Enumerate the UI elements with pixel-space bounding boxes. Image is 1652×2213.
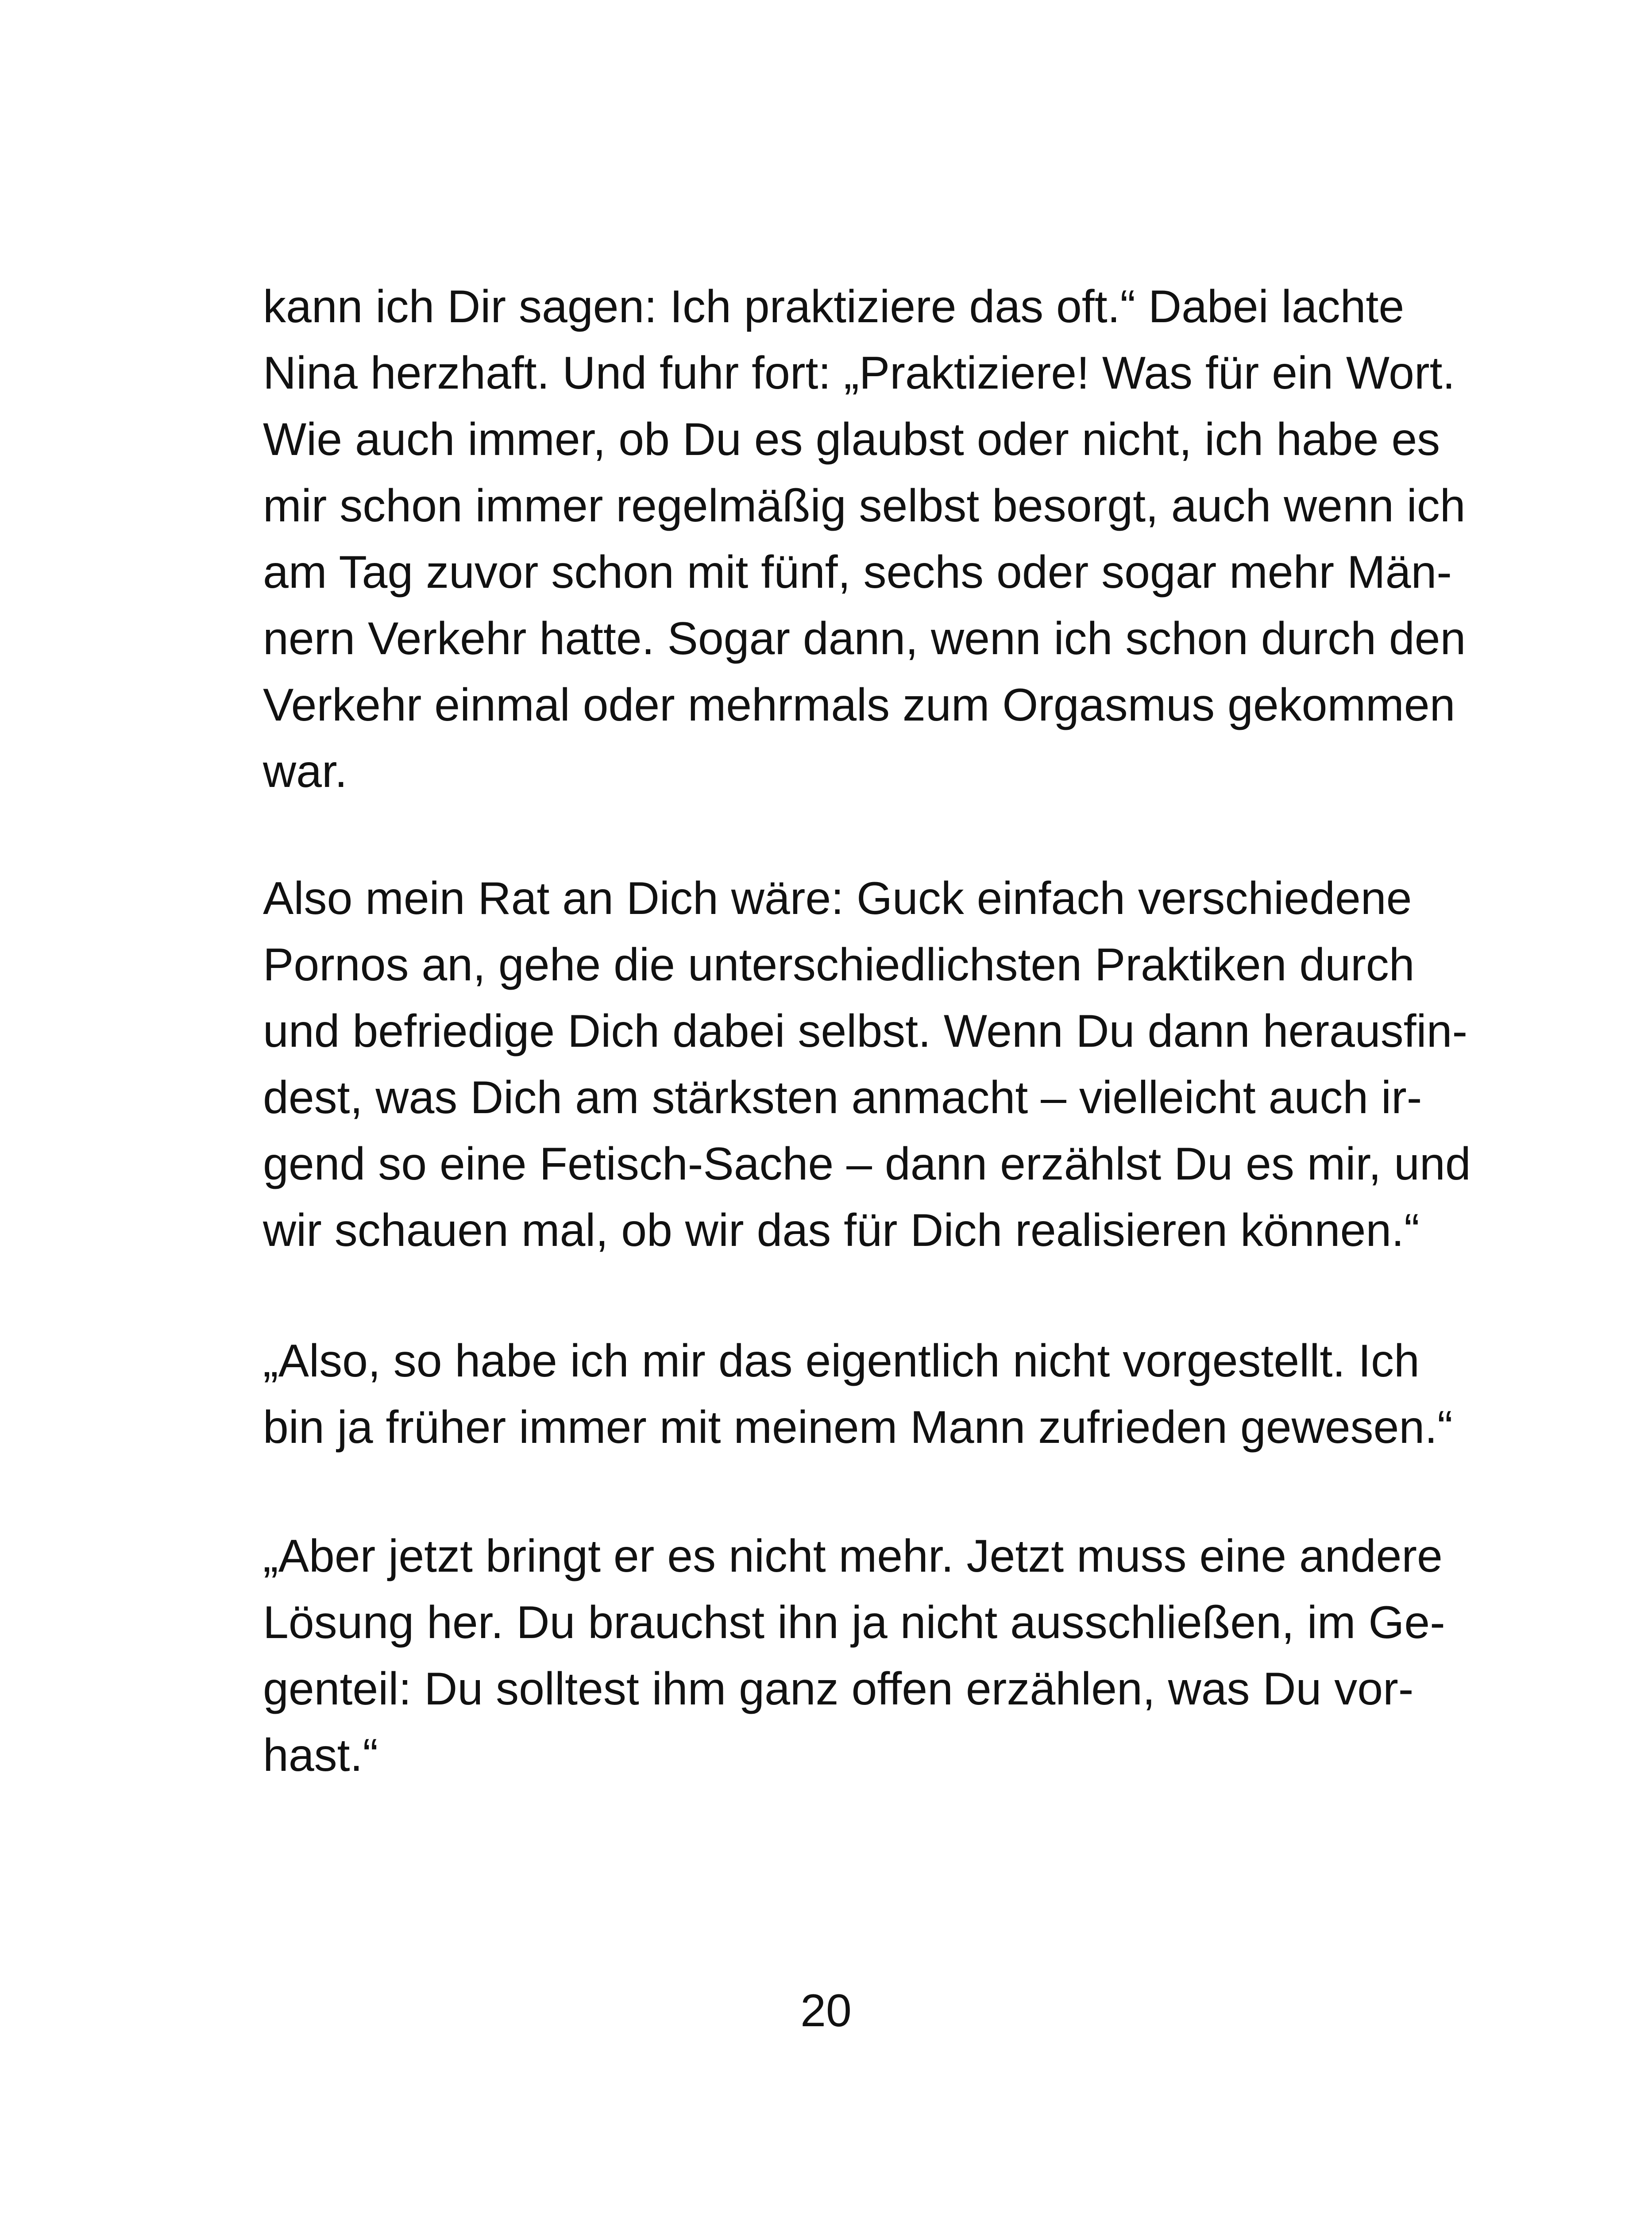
paragraph-line: genteil: Du solltest ihm ganz offen erzählen, was Du vor- — [263, 1663, 1414, 1715]
paragraph-line: mir schon immer regelmäßig selbst besorgt, auch wenn ich — [263, 480, 1466, 532]
paragraph-line: kann ich Dir sagen: Ich praktiziere das oft.“ Dabei lachte — [263, 281, 1405, 332]
paragraph-line: Lösung her. Du brauchst ihn ja nicht ausschließen, im Ge- — [263, 1597, 1445, 1648]
paragraph-line: bin ja früher immer mit meinem Mann zufrieden gewesen.“ — [263, 1402, 1453, 1453]
paragraph-1 — [263, 274, 1466, 805]
paragraph-line: war. — [263, 746, 347, 797]
paragraph-line: Nina herzhaft. Und fuhr fort: „Praktiziere! Was für ein Wort. — [263, 347, 1455, 399]
paragraph-line: und befriedige Dich dabei selbst. Wenn Du dann herausfin- — [263, 1006, 1468, 1057]
page-number: 20 — [800, 1985, 852, 2036]
paragraph-line: Wie auch immer, ob Du es glaubst oder nicht, ich habe es — [263, 414, 1440, 465]
paragraph-line: hast.“ — [263, 1730, 378, 1781]
paragraph-2 — [263, 865, 1471, 1264]
paragraph-line: „Also, so habe ich mir das eigentlich nicht vorgestellt. Ich — [263, 1335, 1420, 1387]
paragraph-3 — [263, 1328, 1453, 1461]
paragraph-line: wir schauen mal, ob wir das für Dich realisieren können.“ — [263, 1205, 1420, 1256]
paragraph-4 — [263, 1523, 1445, 1789]
paragraph-line: gend so eine Fetisch-Sache – dann erzählst Du es mir, und — [263, 1138, 1471, 1190]
paragraph-line: Verkehr einmal oder mehrmals zum Orgasmus gekommen — [263, 679, 1455, 731]
paragraph-line: nern Verkehr hatte. Sogar dann, wenn ich schon durch den — [263, 613, 1466, 664]
paragraph-line: Pornos an, gehe die unterschiedlichsten Praktiken durch — [263, 939, 1415, 991]
paragraph-line: dest, was Dich am stärksten anmacht – vielleicht auch ir- — [263, 1072, 1422, 1123]
paragraph-line: am Tag zuvor schon mit fünf, sechs oder sogar mehr Män- — [263, 547, 1452, 598]
paragraph-line: Also mein Rat an Dich wäre: Guck einfach verschiedene — [263, 873, 1412, 924]
paragraph-line: „Aber jetzt bringt er es nicht mehr. Jetzt muss eine andere — [263, 1531, 1443, 1582]
